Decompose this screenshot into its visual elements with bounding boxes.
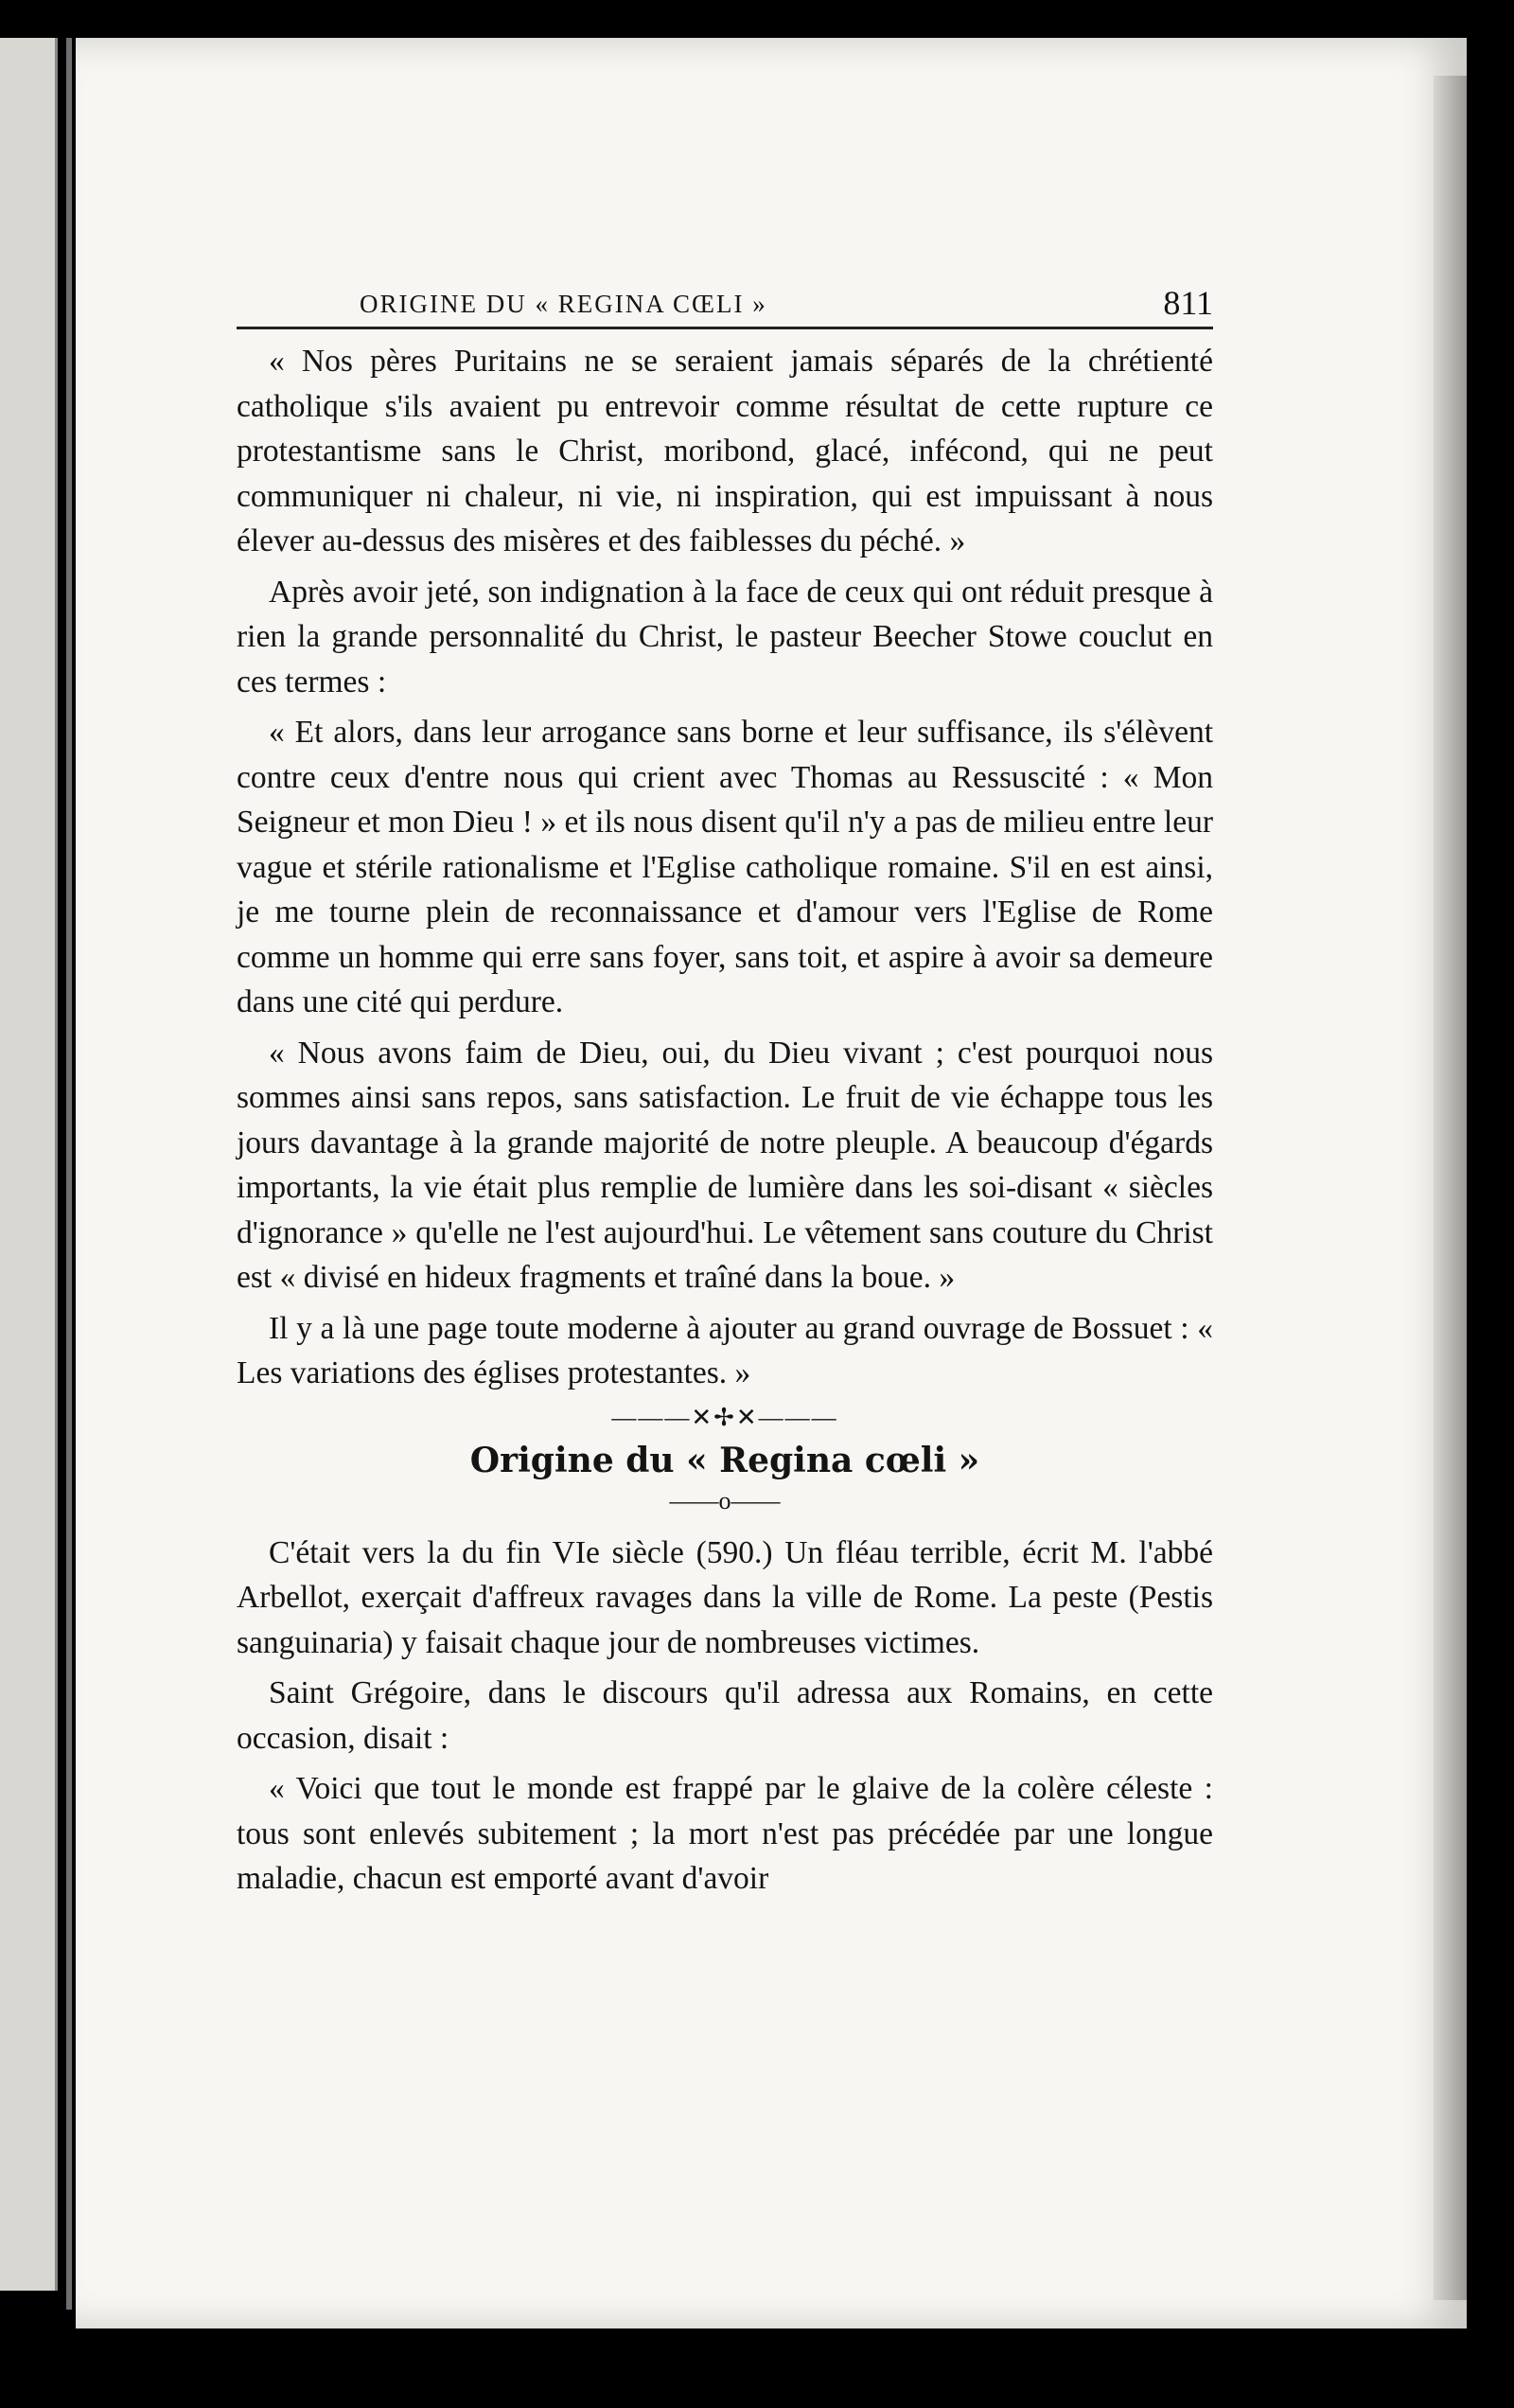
page-content <box>237 270 1213 1907</box>
running-title: ORIGINE DU « REGINA CŒLI » <box>360 290 767 318</box>
paragraph: « Nous avons faim de Dieu, oui, du Dieu vivant ; c'est pourquoi nous sommes ainsi sans repos, sans satisfaction. Le fruit de vie échappe tous les jours davantage à la grande majorité de notre pleuple. A beaucoup d'égards importants, la vie était plus remplie de lumière dans les soi-disant « siècles d'ignorance » qu'elle ne l'est aujourd'hui. Le vêtement sans couture du Christ est « divisé en hideux fragments et traîné dans la boue. » <box>237 1035 1213 1295</box>
running-head <box>237 270 1213 329</box>
paragraph: Saint Grégoire, dans le discours qu'il adressa aux Romains, en cette occasion, disait : <box>237 1675 1213 1756</box>
page-number: 811 <box>1163 284 1213 322</box>
small-separator: ——o—— <box>669 1486 781 1514</box>
facing-page-edge <box>0 38 58 2291</box>
page-edge-shadow <box>1434 76 1467 2300</box>
paragraph: « Voici que tout le monde est frappé par le glaive de la colère céleste : tous sont enlevés subitement ; la mort n'est pas précédée par une longue maladie, chacun est emporté avant d'avoir <box>237 1771 1213 1896</box>
page-gutter <box>66 38 72 2310</box>
paragraph: « Nos pères Puritains ne se seraient jamais séparés de la chrétienté catholique s'ils avaient pu entrevoir comme résultat de cette rupture ce protestantisme sans le Christ, moribond, glacé, infécond, qui ne peut communiquer ni chaleur, ni vie, ni inspiration, qui est impuissant à nous élever au-dessus des misères et des faiblesses du péché. » <box>237 344 1213 558</box>
section-heading: Origine du « Regina cœli » <box>469 1440 980 1480</box>
ornament-separator: ———✕✢✕——— <box>611 1403 838 1431</box>
paragraph: Après avoir jeté, son indignation à la face de ceux qui ont réduit presque à rien la grande personnalité du Christ, le pasteur Beecher Stowe couclut en ces termes : <box>237 574 1213 699</box>
paragraph: « Et alors, dans leur arrogance sans borne et leur suffisance, ils s'élèvent contre ceux d'entre nous qui crient avec Thomas au Ressuscité : « Mon Seigneur et mon Dieu ! » et ils nous disent qu'il n'y a pas de milieu entre leur vague et stérile rationalisme et l'Eglise catholique romaine. S'il en est ainsi, je me tourne plein de reconnaissance et d'amour vers l'Eglise de Rome comme un homme qui erre sans foyer, sans toit, et aspire à avoir sa demeure dans une cité qui perdure. <box>237 715 1213 1019</box>
paragraph: Il y a là une page toute moderne à ajouter au grand ouvrage de Bossuet : « Les variations des églises protestantes. » <box>237 1310 1213 1390</box>
paragraph: C'était vers la du fin VIe siècle (590.) Un fléau terrible, écrit M. l'abbé Arbellot, exerçait d'affreux ravages dans la ville de Rome. La peste (Pestis sanguinaria) y faisait chaque jour de nombreuses victimes. <box>237 1534 1213 1660</box>
